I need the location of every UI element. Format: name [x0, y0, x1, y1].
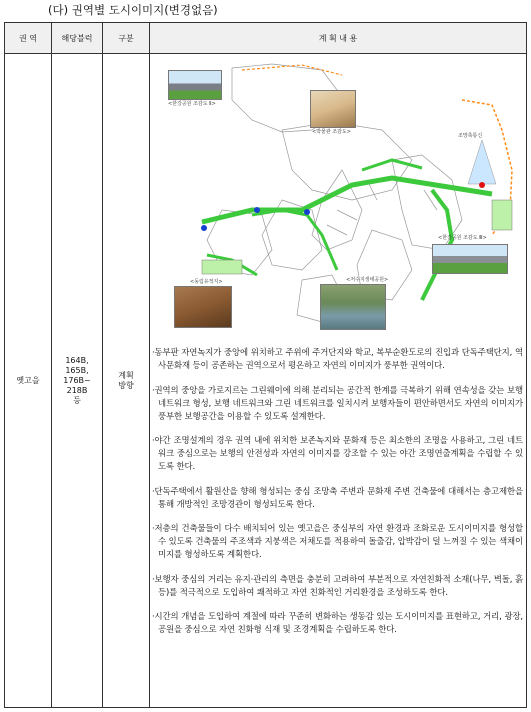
block-line: 165B, — [65, 365, 89, 375]
block-line: 176B~ — [63, 375, 91, 385]
plan-item: ·권역의 중앙을 가로지르는 그린웨이에 의해 분리되는 공간적 한계를 극복하기 위해 연속성을 갖는 보행 네트워크 형성, 보행 네트워크와 그린 네트워크를 일치시켜 보행자들이 편안하면서도 자연의 이미지가 풍부한 보행공간을 이용할 수 있도록 설계한다. — [152, 384, 523, 421]
caption-dongnim-site: <동림유적지> — [190, 279, 223, 285]
caption-view-axis: 조망축통신 — [458, 133, 483, 139]
photo-hangang-park-2 — [168, 70, 222, 100]
caption-hangang-park-3: <한강공원 조감도 Ⅲ> — [438, 235, 487, 241]
type-line: 방향 — [118, 380, 134, 390]
plan-item: ·단독주택에서 활원산을 향해 형성되는 중심 조망축 주변과 문화재 주변 건축물에 대해서는 층고제한을 통해 개방적인 조망경관이 형성되도록 한다. — [152, 485, 523, 509]
plan-item: ·야간 조명설계의 경우 권역 내에 위치한 보존녹지와 문화재 등은 최소한의 조명을 사용하고, 그린 네트워크 중심으로는 보행의 안전성과 자연의 이미지를 강조할 수 있는 야간 조명연출계획을 수립할 수 있도록 한다. — [152, 435, 523, 471]
header-block: 해당블럭 — [52, 23, 103, 54]
block-line: 164B, — [65, 355, 89, 365]
plan-item: ·보행자 중심의 거리는 유지·관리의 측면을 충분히 고려하여 부분적으로 자연친화적 소재(나무, 벽돌, 흙 등)를 적극적으로 도입하여 쾌적하고 자연 친화적인 거리환경을 조성하도록 한다. — [152, 573, 523, 597]
plan-item: ·시간의 개념을 도입하여 계절에 따라 꾸준히 변화하는 생동감 있는 도시이미지를 표현하고, 거리, 광장, 공원을 중심으로 자연 친화형 식재 및 조경계획을 수립하도록 한다. — [152, 611, 523, 634]
plan-item: ·동부판 자연녹지가 중앙에 위치하고 주위에 주거단지와 학교, 복부순환도로의 진입과 단독주택단지, 역사문화재 등이 공존하는 권역으로서 평온하고 자연의 이미지가 풍부한 권역이다. — [152, 347, 523, 370]
section-title: (다) 권역별 도시이미지(변경없음) — [48, 3, 218, 17]
photo-dongnim-site — [174, 286, 232, 328]
table-header-row — [5, 23, 527, 54]
region-name: 옛고을 — [16, 375, 40, 385]
photo-reservoir-park — [320, 284, 386, 330]
type-line: 계획 — [118, 370, 134, 380]
plan-map — [162, 60, 518, 330]
header-region: 권 역 — [5, 23, 52, 54]
region-cell — [5, 54, 52, 708]
content-cell — [150, 54, 527, 708]
table-row — [5, 54, 527, 708]
type-cell — [103, 54, 150, 708]
block-line: 218B — [66, 385, 88, 395]
plan-table — [4, 22, 527, 708]
header-content: 계 획 내 용 — [150, 23, 527, 54]
photo-museum — [310, 90, 356, 128]
caption-museum: <박물관 조감도> — [312, 129, 351, 135]
plan-item: ·저층의 건축물들이 다수 배치되어 있는 옛고을은 중심부의 자연 환경과 조화로운 도시이미지를 형성할 수 있도록 건축물의 주조색과 지붕색은 저채도를 적용하여 돌출감, 압박감이 덜 느껴질 수 있는 색채이미지를 형성하도록 계획한다. — [152, 523, 523, 559]
block-line: 등 — [73, 395, 81, 405]
header-type: 구분 — [103, 23, 150, 54]
caption-hangang-park-2: <한강공원 조감도 Ⅱ> — [168, 101, 216, 107]
block-cell — [52, 54, 103, 708]
photo-hangang-park-3 — [432, 244, 508, 274]
caption-reservoir-park: <저수지생태공원> — [346, 277, 389, 283]
plan-list — [152, 346, 523, 648]
